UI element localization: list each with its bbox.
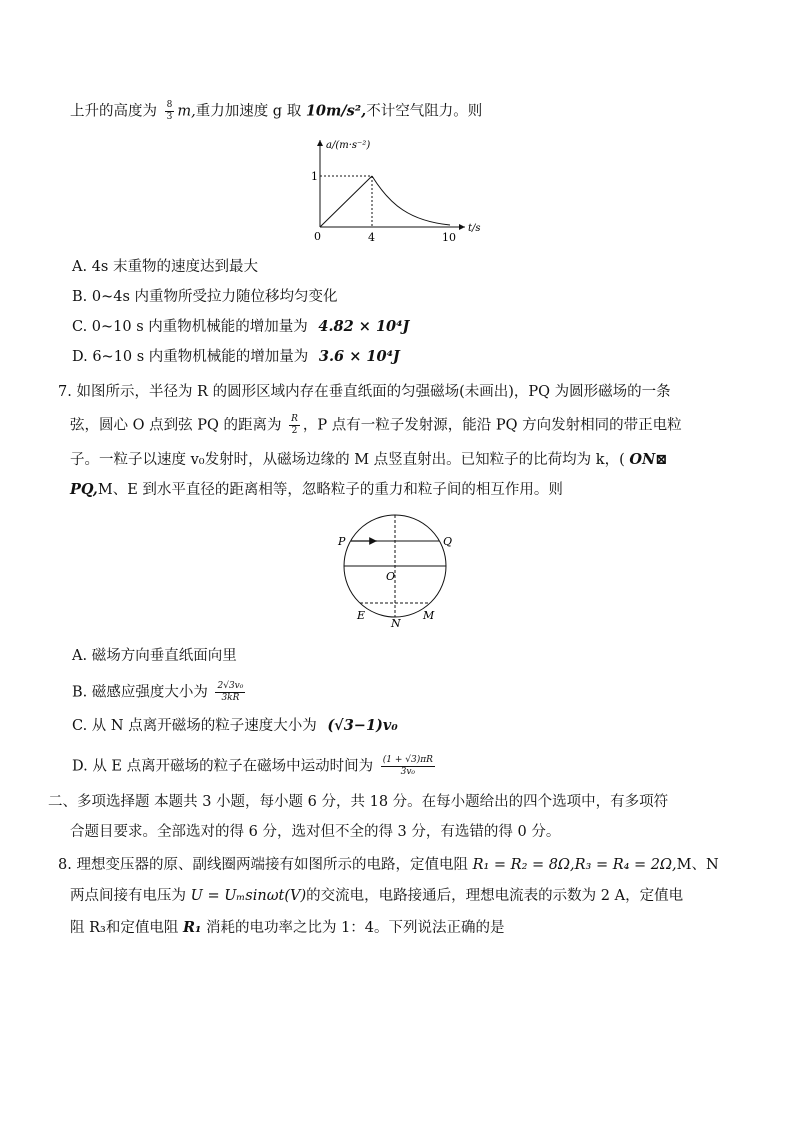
q7-line-2	[70, 414, 682, 437]
q8-r1-symbol: R₁	[182, 919, 202, 936]
distance-num: R	[291, 414, 298, 424]
q8-line-1-b: M、N	[676, 857, 719, 873]
x-tick-4: 4	[368, 231, 375, 244]
q7-line-1: 7. 如图所示，半径为 R 的圆形区域内存在垂直纸面的匀强磁场(未画出)，PQ 为圆形磁场的一条	[58, 384, 671, 400]
q7-option-d-num: (1 + √3)πR	[382, 755, 433, 765]
x-tick-10: 10	[442, 231, 456, 244]
height-den: 3	[166, 112, 173, 122]
y-tick-1: 1	[311, 170, 318, 183]
q8-line-3-b: 消耗的电功率之比为 1：4。下列说法正确的是	[205, 920, 505, 936]
q8-line-2-b: 的交流电，电路接通后，理想电流表的示数为 2 A，定值电	[306, 888, 684, 904]
label-p: P	[338, 535, 346, 548]
q7-option-b	[72, 681, 248, 704]
q6-option-b: B. 0~4s 内重物所受拉力随位移均匀变化	[72, 289, 338, 305]
q6-option-a: A. 4s 末重物的速度达到最大	[72, 259, 258, 275]
q7-line-2-a: 弦，圆心 O 点到弦 PQ 的距离为	[70, 417, 282, 434]
magnetic-field-diagram	[335, 513, 455, 628]
q7-line-4-math: PQ,	[70, 481, 98, 498]
q6-intro-a: 上升的高度为	[70, 103, 157, 120]
q6-option-d-text: D. 6~10 s 内重物机械能的增加量为	[72, 349, 309, 365]
distance-fraction	[289, 414, 300, 437]
q7-line-3-a: 子。一粒子以速度 v₀发射时，从磁场边缘的 M 点竖直射出。已知粒子的比荷均为 k，(	[70, 452, 625, 468]
q7-line-2-b: ，P 点有一粒子发射源，能沿 PQ 方向发射相同的带正电粒	[302, 417, 682, 434]
q7-line-4	[70, 480, 563, 500]
q6-option-c-text: C. 0~10 s 内重物机械能的增加量为	[72, 319, 308, 335]
q8-resistor-values: R₁ = R₂ = 8Ω,R₃ = R₄ = 2Ω,	[472, 857, 677, 873]
q8-line-2-a: 两点间接有电压为	[70, 888, 186, 904]
height-unit: m,	[177, 103, 196, 120]
height-fraction	[165, 100, 175, 123]
q7-option-b-den: 3kR	[221, 693, 240, 703]
q6-option-d-math: 3.6 × 10⁴J	[318, 348, 400, 365]
decay-curve	[372, 176, 450, 225]
q6-option-c	[72, 317, 409, 337]
q7-option-b-fraction	[215, 681, 245, 704]
label-q: Q	[443, 535, 453, 548]
q7-option-d-fraction	[381, 755, 435, 778]
x-axis-label: t/s	[468, 223, 481, 234]
section-2-line-1: 二、多项选择题 本题共 3 小题，每小题 6 分，共 18 分。在每小题给出的四个选项中，有多项符	[48, 794, 669, 810]
q6-intro-c: 不计空气阻力。则	[366, 103, 483, 120]
q7-line-4-b: M、E 到水平直径的距离相等，忽略粒子的重力和粒子间的相互作用。则	[97, 482, 563, 498]
q6-option-c-math: 4.82 × 10⁴J	[318, 318, 410, 335]
label-o: O	[386, 570, 396, 583]
q7-option-a: A. 磁场方向垂直纸面向里	[72, 648, 237, 664]
acceleration-time-graph	[300, 135, 500, 245]
q8-line-2	[70, 886, 683, 906]
q7-option-c-text: C. 从 N 点离开磁场的粒子速度大小为	[72, 718, 317, 734]
q7-line-3-math: ON⊠	[629, 451, 668, 468]
q7-option-d	[72, 755, 438, 778]
q8-voltage-expression: U = Uₘsinωt(V)	[190, 888, 307, 904]
linear-segment	[320, 176, 372, 227]
q8-line-1-a: 8. 理想变压器的原、副线圈两端接有如图所示的电路，定值电阻	[58, 857, 468, 873]
distance-den: 2	[291, 426, 298, 436]
q8-line-3	[70, 918, 505, 938]
label-n: N	[391, 617, 401, 630]
y-axis-label: a/(m·s⁻²)	[326, 140, 371, 151]
height-num: 8	[166, 100, 173, 110]
q8-line-1	[58, 855, 719, 875]
label-m: M	[423, 609, 435, 622]
q7-option-c-math: (√3−1)v₀	[327, 717, 398, 734]
g-value: 10m/s²,	[305, 102, 367, 120]
q6-intro-b: 重力加速度 g 取	[195, 103, 302, 120]
origin-label: 0	[314, 230, 321, 243]
q7-option-d-den: 3v₀	[400, 767, 416, 777]
label-e: E	[357, 609, 366, 622]
q8-line-3-a: 阻 R₃和定值电阻	[70, 920, 179, 936]
section-2-line-2: 合题目要求。全部选对的得 6 分，选对但不全的得 3 分，有选错的得 0 分。	[70, 824, 561, 840]
q7-option-b-num: 2√3v₀	[217, 681, 244, 691]
q6-option-d	[72, 347, 400, 367]
q7-option-d-text: D. 从 E 点离开磁场的粒子在磁场中运动时间为	[72, 758, 374, 775]
q7-line-3	[70, 450, 667, 470]
q7-option-c	[72, 716, 398, 736]
q6-intro-line	[70, 100, 482, 123]
q7-option-b-text: B. 磁感应强度大小为	[72, 684, 208, 701]
